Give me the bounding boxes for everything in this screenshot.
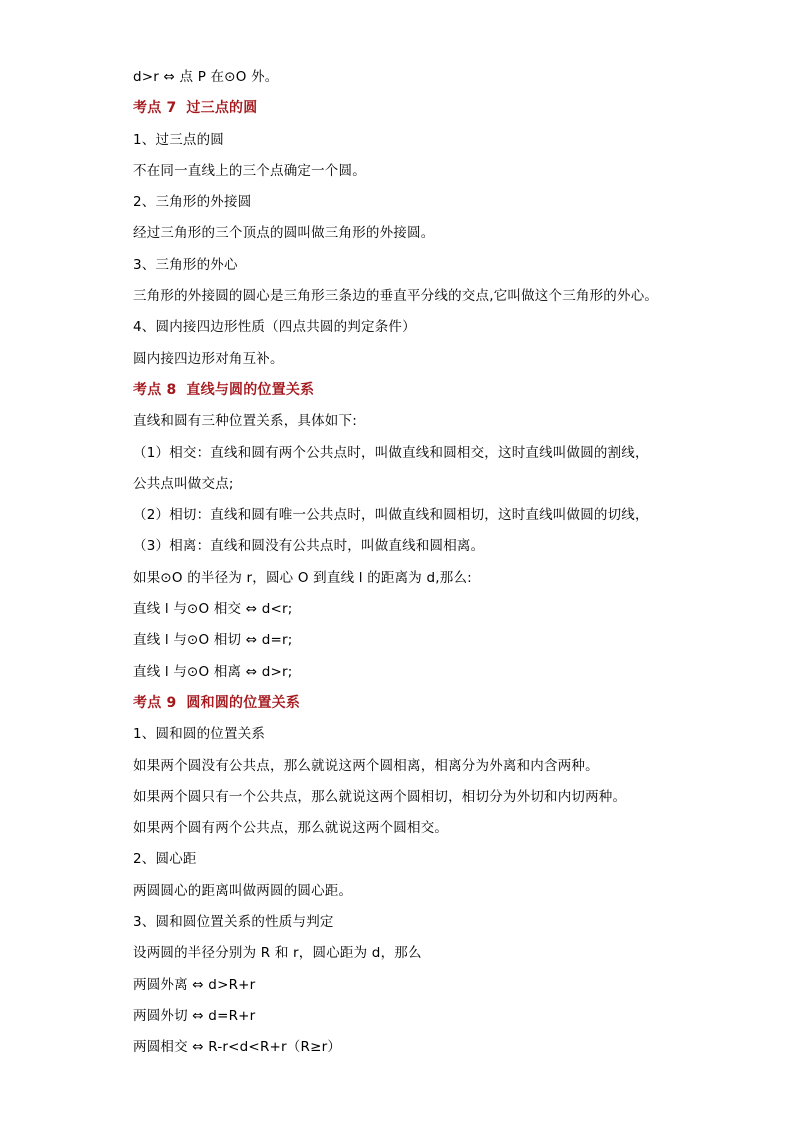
subheading: 3、三角形的外心: [133, 256, 238, 273]
text-line: 如果两个圆只有一个公共点，那么就说这两个圆相切，相切分为外切和内切两种。: [133, 788, 627, 805]
text-line: 圆内接四边形对角互补。: [133, 350, 284, 367]
subheading: 4、圆内接四边形性质（四点共圆的判定条件）: [133, 319, 416, 336]
text-line: 如果两个圆没有公共点，那么就说这两个圆相离，相离分为外离和内含两种。: [133, 757, 599, 774]
section-number: 考点 7: [133, 100, 177, 117]
text-line: 两圆圆心的距离叫做两圆的圆心距。: [133, 882, 353, 899]
text-line: （2）相切：直线和圆有唯一公共点时，叫做直线和圆相切，这时直线叫做圆的切线，: [133, 507, 649, 524]
section-title: 过三点的圆: [186, 100, 258, 117]
text-line: 直线和圆有三种位置关系，具体如下:: [133, 413, 357, 430]
section-heading-9: [133, 688, 733, 719]
text-line: 三角形的外接圆的圆心是三角形三条边的垂直平分线的交点,它叫做这个三角形的外心。: [133, 288, 659, 305]
section-heading-8: [133, 375, 733, 406]
text-line: 如果两个圆有两个公共点，那么就说这两个圆相交。: [133, 820, 449, 837]
text-line: 公共点叫做交点;: [133, 475, 234, 492]
formula-line: 直线 l 与⊙O 相切 ⇔ d=r;: [133, 632, 293, 649]
formula-line: 直线 l 与⊙O 相交 ⇔ d<r;: [133, 601, 293, 618]
subheading: 3、圆和圆位置关系的性质与判定: [133, 914, 334, 931]
section-number: 考点 8: [133, 381, 177, 398]
section-title: 圆和圆的位置关系: [186, 694, 301, 711]
subheading: 1、过三点的圆: [133, 131, 224, 148]
formula-line: 两圆外切 ⇔ d=R+r: [133, 1007, 256, 1024]
subheading: 2、圆心距: [133, 851, 197, 868]
formula-line: 两圆外离 ⇔ d>R+r: [133, 976, 256, 993]
section-heading-7: [133, 93, 733, 124]
text-line: 如果⊙O 的半径为 r，圆心 O 到直线 l 的距离为 d,那么:: [133, 569, 472, 586]
text-line: 不在同一直线上的三个点确定一个圆。: [133, 162, 366, 179]
document-body: [133, 62, 733, 1064]
text-line: （3）相离：直线和圆没有公共点时，叫做直线和圆相离。: [133, 538, 485, 555]
formula-line: 直线 l 与⊙O 相离 ⇔ d>r;: [133, 663, 293, 680]
text-line: （1）相交：直线和圆有两个公共点时，叫做直线和圆相交，这时直线叫做圆的割线，: [133, 444, 649, 461]
section-title: 直线与圆的位置关系: [186, 381, 315, 398]
subheading: 1、圆和圆的位置关系: [133, 726, 266, 743]
text-line: d>r ⇔ 点 P 在⊙O 外。: [133, 69, 279, 85]
text-line: 经过三角形的三个顶点的圆叫做三角形的外接圆。: [133, 225, 435, 242]
formula-line: 两圆相交 ⇔ R-r<d<R+r（R≥r）: [133, 1039, 342, 1056]
text-line: 设两圆的半径分别为 R 和 r，圆心距为 d，那么: [133, 945, 422, 962]
section-number: 考点 9: [133, 694, 177, 711]
subheading: 2、三角形的外接圆: [133, 194, 252, 211]
